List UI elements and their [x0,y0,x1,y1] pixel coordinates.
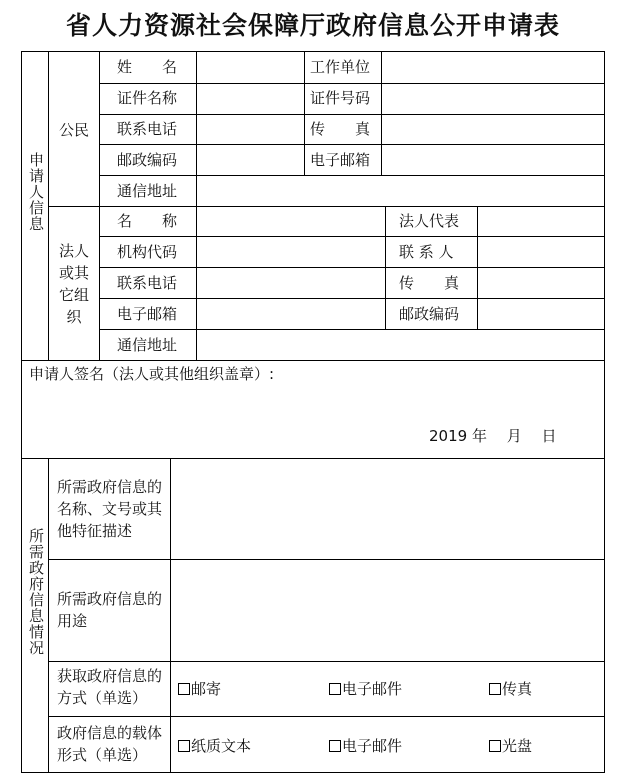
org-code-label: 机构代码 [117,243,178,261]
rule [304,51,305,175]
signature-label: 申请人签名（法人或其他组织盖章）: [29,365,275,383]
citizen-id-number-label: 证件号码 [310,89,371,107]
citizen-work-unit-label: 工作单位 [310,58,371,76]
org-code-field[interactable] [197,237,384,266]
org-group-label: 法人或其它组织 [58,242,89,326]
citizen-phone-label: 联系电话 [117,120,178,138]
org-fax-field[interactable] [478,268,604,297]
checkbox-icon [489,740,501,752]
citizen-name-label: 姓 名 [117,58,178,76]
citizen-fax-label: 传 真 [310,120,371,138]
citizen-id-type-field[interactable] [197,84,303,113]
citizen-work-unit-field[interactable] [382,52,604,82]
rule [21,360,605,361]
signature-date: 2019 年 月 日 [429,427,557,445]
method-option-fax-label: 传真 [502,680,533,698]
carrier-option-paper-label: 纸质文本 [191,737,252,755]
checkbox-icon [329,740,341,752]
description-field[interactable] [171,459,604,558]
form-title: 省人力资源社会保障厅政府信息公开申请表 [65,11,560,40]
method-label: 获取政府信息的方式（单选） [57,667,163,707]
org-address-label: 通信地址 [117,336,178,354]
applicant-section-label: 申请人信息 [27,152,45,232]
rule [48,716,605,717]
carrier-option-paper[interactable] [178,736,251,756]
info-needed-section-label: 所需政府信息情况 [27,528,45,656]
method-option-mail[interactable] [178,679,221,699]
org-address-field[interactable] [197,330,604,359]
org-contact-field[interactable] [478,237,604,266]
purpose-label: 所需政府信息的用途 [57,590,163,630]
citizen-group-label: 公民 [59,121,90,139]
org-email-label: 电子邮箱 [117,305,178,323]
citizen-address-field[interactable] [197,176,604,205]
org-postcode-field[interactable] [478,299,604,328]
checkbox-icon [178,683,190,695]
carrier-option-email-label: 电子邮件 [342,737,403,755]
citizen-postcode-field[interactable] [197,145,303,174]
citizen-id-number-field[interactable] [382,84,604,113]
citizen-name-field[interactable] [197,52,303,82]
carrier-label: 政府信息的载体形式（单选） [57,724,163,764]
rule [48,51,49,360]
rule [99,51,100,360]
org-postcode-label: 邮政编码 [399,305,460,323]
method-option-email-label: 电子邮件 [342,680,403,698]
rule [48,458,49,773]
citizen-phone-field[interactable] [197,115,303,143]
method-option-fax[interactable] [489,679,532,699]
method-option-mail-label: 邮寄 [191,680,222,698]
org-email-field[interactable] [197,299,384,328]
carrier-option-disc[interactable] [489,736,532,756]
citizen-email-field[interactable] [382,145,604,174]
citizen-fax-field[interactable] [382,115,604,143]
org-legal-rep-field[interactable] [478,207,604,235]
rule [48,661,605,662]
checkbox-icon [329,683,341,695]
org-phone-label: 联系电话 [117,274,178,292]
method-option-email[interactable] [329,679,402,699]
org-name-field[interactable] [197,207,384,235]
org-legal-rep-label: 法人代表 [399,212,460,230]
citizen-address-label: 通信地址 [117,182,178,200]
org-name-label: 名 称 [117,212,178,230]
org-fax-label: 传 真 [399,274,460,292]
checkbox-icon [178,740,190,752]
org-contact-label: 联 系 人 [399,243,454,261]
citizen-id-type-label: 证件名称 [117,89,178,107]
purpose-field[interactable] [171,560,604,660]
org-phone-field[interactable] [197,268,384,297]
carrier-option-email[interactable] [329,736,402,756]
citizen-postcode-label: 邮政编码 [117,151,178,169]
signature-area[interactable] [22,386,604,426]
carrier-option-disc-label: 光盘 [502,737,533,755]
citizen-email-label: 电子邮箱 [310,151,371,169]
checkbox-icon [489,683,501,695]
rule [385,206,386,329]
description-label: 所需政府信息的名称、文号或其他特征描述 [57,478,163,540]
